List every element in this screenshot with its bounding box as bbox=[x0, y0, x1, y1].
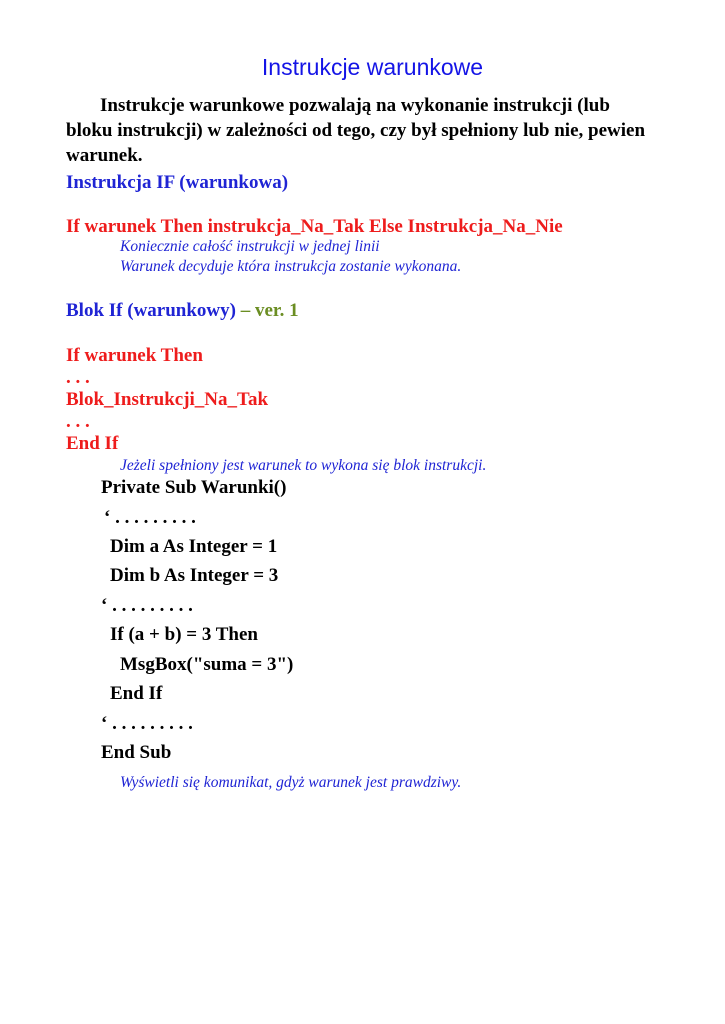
page-title: Instrukcje warunkowe bbox=[261, 54, 484, 80]
code-line: MsgBox("suma = 3") bbox=[120, 654, 294, 675]
code-line: Dim a As Integer = 1 bbox=[110, 536, 278, 557]
block-syntax-line: . . . bbox=[66, 411, 90, 432]
block-syntax-line: If warunek Then bbox=[66, 345, 203, 366]
block-syntax-line: End If bbox=[66, 433, 119, 454]
code-line: End Sub bbox=[101, 742, 172, 763]
if-note-2: Warunek decyduje która instrukcja zostanie wykonana. bbox=[120, 258, 462, 275]
code-line: If (a + b) = 3 Then bbox=[110, 624, 258, 645]
code-line: Private Sub Warunki() bbox=[101, 477, 287, 498]
intro-paragraph: Instrukcje warunkowe pozwalają na wykonanie instrukcji (lub bloku instrukcji) w zależności od tego, czy był spełniony lub nie, pewien warunek. bbox=[66, 95, 646, 166]
block-note: Jeżeli spełniony jest warunek to wykona się blok instrukcji. bbox=[120, 457, 487, 474]
section-heading-block-label: Blok If (warunkowy) bbox=[66, 300, 236, 321]
section-heading-if: Instrukcja IF (warunkowa) bbox=[66, 172, 289, 193]
section-heading-block-version: – ver. 1 bbox=[235, 300, 299, 321]
block-syntax-line: Blok_Instrukcji_Na_Tak bbox=[66, 389, 269, 410]
code-comment-line: ‘ . . . . . . . . . bbox=[101, 595, 193, 616]
if-note-1: Koniecznie całość instrukcji w jednej linii bbox=[120, 238, 380, 255]
code-comment-line: ‘ . . . . . . . . . bbox=[101, 713, 193, 734]
section-heading-block bbox=[66, 300, 299, 322]
block-syntax-line: . . . bbox=[66, 367, 90, 388]
code-line: End If bbox=[110, 683, 163, 704]
final-note: Wyświetli się komunikat, gdyż warunek jest prawdziwy. bbox=[120, 774, 462, 791]
code-comment-line: ‘ . . . . . . . . . bbox=[104, 507, 196, 528]
if-syntax: If warunek Then instrukcja_Na_Tak Else Instrukcja_Na_Nie bbox=[66, 216, 563, 237]
code-line: Dim b As Integer = 3 bbox=[110, 565, 279, 586]
